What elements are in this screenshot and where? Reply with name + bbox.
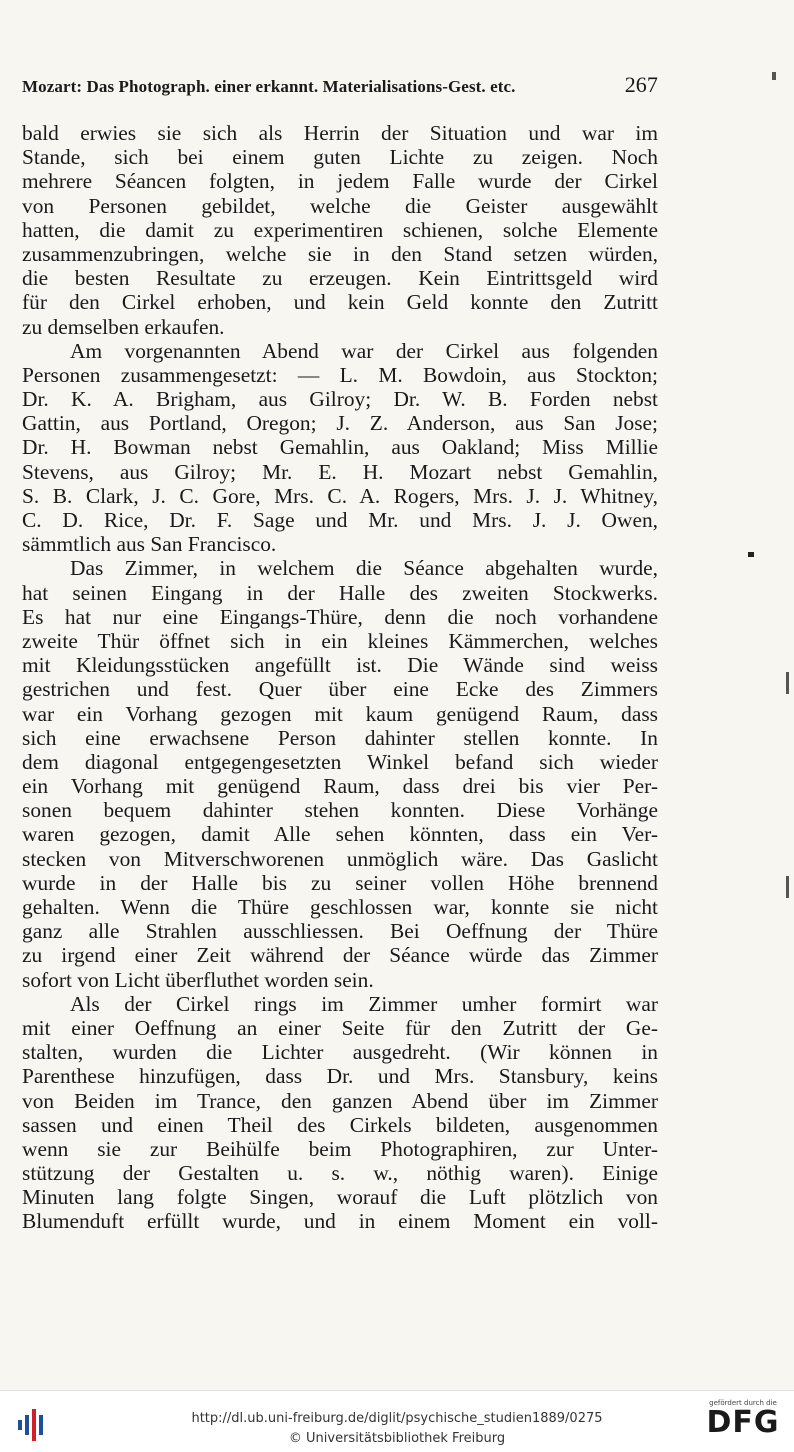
text-line: war ein Vorhang gezogen mit kaum genügend Raum, dass bbox=[22, 701, 658, 726]
paragraph-start-line: Am vorgenannten Abend war der Cirkel aus folgenden bbox=[70, 338, 658, 363]
scan-edge-mark bbox=[772, 72, 776, 80]
text-line: sämmtlich aus San Francisco. bbox=[22, 532, 277, 557]
running-header bbox=[22, 72, 658, 98]
scan-edge-mark bbox=[786, 672, 789, 694]
text-line: für den Cirkel erhoben, und kein Geld konnte den Zutritt bbox=[22, 290, 658, 315]
text-line: Blumenduft erfüllt wurde, und in einem Moment ein voll- bbox=[22, 1209, 658, 1234]
scan-edge-mark bbox=[748, 552, 754, 557]
text-line: Es hat nur eine Eingangs-Thüre, denn die noch vorhandene bbox=[22, 604, 658, 629]
funding-caption: gefördert durch die bbox=[709, 1399, 777, 1407]
text-line: dem diagonal entgegengesetzten Winkel befand sich wieder bbox=[22, 749, 658, 774]
text-line: hatten, die damit zu experimentiren schienen, solche Elemente bbox=[22, 217, 658, 242]
text-line: hat seinen Eingang in der Halle des zweiten Stockwerks. bbox=[22, 580, 658, 605]
text-line: waren gezogen, damit Alle sehen könnten, dass ein Ver- bbox=[22, 822, 658, 847]
text-line: zu demselben erkaufen. bbox=[22, 314, 225, 339]
text-line: ein Vorhang mit genügend Raum, dass drei bis vier Per- bbox=[22, 774, 658, 799]
text-line: gehalten. Wenn die Thüre geschlossen war, konnte sie nicht bbox=[22, 895, 658, 919]
text-line: S. B. Clark, J. C. Gore, Mrs. C. A. Rogers, Mrs. J. J. Whitney, bbox=[22, 483, 658, 508]
text-line: stecken von Mitverschworenen unmöglich wäre. Das Gaslicht bbox=[22, 846, 658, 871]
text-line: Parenthese hinzufügen, dass Dr. und Mrs. Stansbury, keins bbox=[22, 1064, 658, 1089]
permalink-url[interactable]: http://dl.ub.uni-freiburg.de/diglit/psychische_studien1889/0275 bbox=[191, 1411, 603, 1426]
text-line: sofort von Licht überfluthet worden sein. bbox=[22, 967, 374, 992]
viewer-footer bbox=[0, 1390, 794, 1452]
text-line: Stevens, aus Gilroy; Mr. E. H. Mozart nebst Gemahlin, bbox=[22, 459, 658, 484]
text-line: bald erwies sie sich als Herrin der Situation und war im bbox=[22, 121, 658, 145]
text-line: stalten, wurden die Lichter ausgedreht. (Wir können in bbox=[22, 1040, 658, 1065]
dfg-logo-text: DFG bbox=[706, 1405, 780, 1440]
text-line: wurde in der Halle bis zu seiner vollen Höhe brennend bbox=[22, 870, 658, 895]
paragraph-start-line: Das Zimmer, in welchem die Séance abgehalten wurde, bbox=[70, 556, 658, 581]
text-line: ganz alle Strahlen ausschliessen. Bei Oeffnung der Thüre bbox=[22, 919, 658, 944]
text-line: zusammenzubringen, welche sie in den Stand setzen würden, bbox=[22, 241, 658, 266]
scan-edge-mark bbox=[786, 876, 789, 898]
text-line: Personen zusammengesetzt: — L. M. Bowdoin, aus Stockton; bbox=[22, 362, 658, 387]
text-line: von Beiden im Trance, den ganzen Abend über im Zimmer bbox=[22, 1088, 658, 1113]
running-title: Mozart: Das Photograph. einer erkannt. Materialisations-Gest. etc. bbox=[22, 77, 516, 96]
text-line: wenn sie zur Beihülfe beim Photographiren, zur Unter- bbox=[22, 1136, 658, 1161]
text-line: mit Kleidungsstücken angefüllt ist. Die Wände sind weiss bbox=[22, 653, 658, 678]
text-line: gestrichen und fest. Quer über eine Ecke des Zimmers bbox=[22, 677, 658, 702]
text-line: sassen und einen Theil des Cirkels bildeten, ausgenommen bbox=[22, 1112, 658, 1137]
text-line: zweite Thür öffnet sich in ein kleines Kämmerchen, welches bbox=[22, 628, 658, 653]
text-line: Stande, sich bei einem guten Lichte zu zeigen. Noch bbox=[22, 145, 658, 170]
text-line: mehrere Séancen folgten, in jedem Falle wurde der Cirkel bbox=[22, 169, 658, 194]
copyright-notice: © Universitätsbibliothek Freiburg bbox=[288, 1431, 506, 1446]
page-number: 267 bbox=[624, 72, 658, 97]
text-line: C. D. Rice, Dr. F. Sage und Mr. und Mrs. J. J. Owen, bbox=[22, 508, 658, 532]
body-text bbox=[22, 121, 658, 1234]
dfg-funding-logo bbox=[700, 1399, 786, 1439]
paragraph-start-line: Als der Cirkel rings im Zimmer umher formirt war bbox=[70, 991, 658, 1016]
text-line: stützung der Gestalten u. s. w., nöthig waren). Einige bbox=[22, 1161, 658, 1186]
text-line: sonen bequem dahinter stehen konnten. Diese Vorhänge bbox=[22, 798, 658, 823]
text-line: von Personen gebildet, welche die Geister ausgewählt bbox=[22, 193, 658, 218]
text-line: Gattin, aus Portland, Oregon; J. Z. Anderson, aus San Jose; bbox=[22, 411, 658, 436]
text-line: die besten Resultate zu erzeugen. Kein Eintrittsgeld wird bbox=[22, 266, 658, 291]
text-line: sich eine erwachsene Person dahinter stellen konnte. In bbox=[22, 725, 658, 750]
text-line: Dr. H. Bowman nebst Gemahlin, aus Oakland; Miss Millie bbox=[22, 435, 658, 460]
text-line: Dr. K. A. Brigham, aus Gilroy; Dr. W. B. Forden nebst bbox=[22, 387, 658, 412]
text-line: Minuten lang folgte Singen, worauf die Luft plötzlich von bbox=[22, 1185, 658, 1210]
text-line: zu irgend einer Zeit während der Séance würde das Zimmer bbox=[22, 943, 658, 968]
text-line: mit einer Oeffnung an einer Seite für den Zutritt der Ge- bbox=[22, 1015, 658, 1040]
